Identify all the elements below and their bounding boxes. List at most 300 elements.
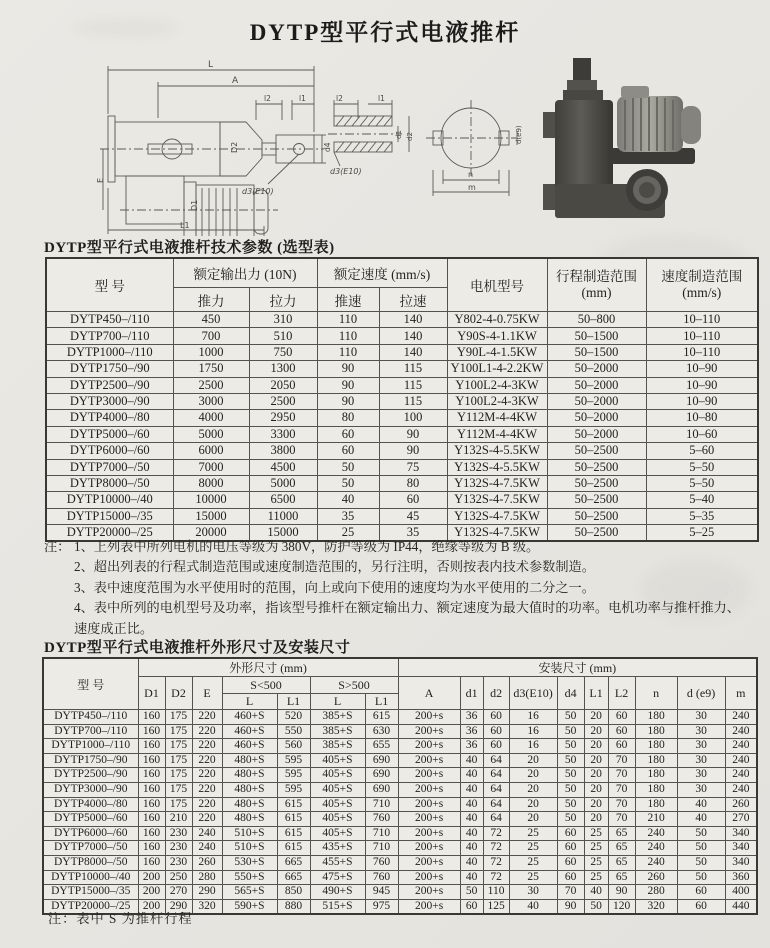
value-cell: 2500 bbox=[249, 393, 317, 409]
note-text-1: 1、上列表中所列电机的电压等级为 380V，防护等级为 IP44，绝缘等级为 B 级。 bbox=[74, 539, 540, 554]
col-E: E bbox=[192, 677, 222, 710]
value-cell: 65 bbox=[608, 855, 635, 870]
value-cell: 50–2000 bbox=[547, 426, 646, 442]
value-cell: 110 bbox=[317, 328, 379, 344]
value-cell: 50–2500 bbox=[547, 443, 646, 459]
dim-label-de9: d(e9) bbox=[515, 125, 523, 144]
dim-label-L: L bbox=[208, 60, 214, 70]
value-cell: 5000 bbox=[173, 426, 249, 442]
col-speed-range-unit: (mm/s) bbox=[682, 285, 722, 300]
value-cell: 40 bbox=[460, 768, 483, 783]
model-cell: DYTP10000–/40 bbox=[46, 492, 173, 508]
value-cell: 70 bbox=[557, 885, 584, 900]
dim-label-l1: l1 bbox=[299, 94, 306, 103]
value-cell: 50 bbox=[677, 826, 725, 841]
value-cell: 340 bbox=[725, 826, 757, 841]
value-cell: 160 bbox=[138, 855, 165, 870]
model-cell: DYTP8000–/50 bbox=[46, 475, 173, 491]
value-cell: Y802-4-0.75KW bbox=[447, 312, 547, 328]
value-cell: 240 bbox=[725, 710, 757, 725]
value-cell: 200+s bbox=[398, 724, 460, 739]
value-cell: 50–2500 bbox=[547, 475, 646, 491]
value-cell: 50–2500 bbox=[547, 492, 646, 508]
value-cell: 60 bbox=[379, 492, 447, 508]
col-model: 型 号 bbox=[43, 658, 138, 710]
value-cell: 975 bbox=[365, 899, 398, 914]
value-cell: 200+s bbox=[398, 899, 460, 914]
dim-label-L1: L1 bbox=[180, 221, 190, 230]
value-cell: 550+S bbox=[222, 870, 277, 885]
value-cell: 200+s bbox=[398, 768, 460, 783]
value-cell: 60 bbox=[608, 710, 635, 725]
value-cell: 20 bbox=[584, 768, 608, 783]
table-row bbox=[46, 410, 758, 426]
value-cell: 590+S bbox=[222, 899, 277, 914]
value-cell: 35 bbox=[379, 525, 447, 542]
value-cell: 175 bbox=[165, 768, 192, 783]
value-cell: 220 bbox=[192, 724, 222, 739]
value-cell: Y100L2-4-3KW bbox=[447, 393, 547, 409]
value-cell: Y112M-4-4KW bbox=[447, 426, 547, 442]
col-n: n bbox=[635, 677, 677, 710]
value-cell: 200 bbox=[138, 870, 165, 885]
value-cell: 70 bbox=[608, 753, 635, 768]
value-cell: 40 bbox=[677, 797, 725, 812]
value-cell: 40 bbox=[317, 492, 379, 508]
value-cell: 340 bbox=[725, 855, 757, 870]
value-cell: 15000 bbox=[173, 508, 249, 524]
value-cell: 25 bbox=[317, 525, 379, 542]
value-cell: 260 bbox=[192, 855, 222, 870]
value-cell: 50 bbox=[557, 739, 584, 754]
value-cell: 60 bbox=[483, 739, 509, 754]
value-cell: Y100L2-4-3KW bbox=[447, 377, 547, 393]
value-cell: 40 bbox=[460, 841, 483, 856]
table-row bbox=[46, 393, 758, 409]
value-cell: 490+S bbox=[310, 885, 365, 900]
value-cell: 2500 bbox=[173, 377, 249, 393]
value-cell: 240 bbox=[192, 826, 222, 841]
value-cell: 60 bbox=[557, 826, 584, 841]
value-cell: 200+s bbox=[398, 739, 460, 754]
value-cell: 200+s bbox=[398, 710, 460, 725]
value-cell: Y90L-4-1.5KW bbox=[447, 344, 547, 360]
value-cell: 595 bbox=[277, 753, 310, 768]
value-cell: 90 bbox=[608, 885, 635, 900]
value-cell: Y132S-4-7.5KW bbox=[447, 475, 547, 491]
value-cell: 710 bbox=[365, 797, 398, 812]
value-cell: 175 bbox=[165, 753, 192, 768]
value-cell: 405+S bbox=[310, 782, 365, 797]
value-cell: 90 bbox=[379, 426, 447, 442]
table-row bbox=[43, 841, 757, 856]
value-cell: 210 bbox=[635, 812, 677, 827]
page-title: DYTP型平行式电液推杆 bbox=[249, 20, 521, 45]
value-cell: 220 bbox=[192, 812, 222, 827]
note-text-3: 3、表中速度范围为水平使用时的范围，向上或向下使用的速度均为水平使用的二分之一。 bbox=[74, 579, 595, 595]
value-cell: 240 bbox=[725, 724, 757, 739]
spec-header-row-1 bbox=[46, 258, 758, 288]
dim-label-D2: D2 bbox=[230, 141, 239, 153]
col-A: A bbox=[398, 677, 460, 710]
value-cell: 240 bbox=[725, 768, 757, 783]
value-cell: 50 bbox=[677, 841, 725, 856]
value-cell: 65 bbox=[608, 841, 635, 856]
value-cell: 595 bbox=[277, 768, 310, 783]
value-cell: 3800 bbox=[249, 443, 317, 459]
value-cell: 50–2500 bbox=[547, 525, 646, 542]
value-cell: 565+S bbox=[222, 885, 277, 900]
value-cell: 110 bbox=[317, 312, 379, 328]
table-row bbox=[46, 328, 758, 344]
table-row bbox=[46, 377, 758, 393]
value-cell: 220 bbox=[192, 797, 222, 812]
value-cell: 615 bbox=[277, 812, 310, 827]
value-cell: 50 bbox=[677, 870, 725, 885]
value-cell: Y100L1-4-2.2KW bbox=[447, 361, 547, 377]
col-L2: L2 bbox=[608, 677, 635, 710]
table-row bbox=[43, 812, 757, 827]
value-cell: 40 bbox=[460, 826, 483, 841]
value-cell: 760 bbox=[365, 812, 398, 827]
value-cell: 220 bbox=[192, 739, 222, 754]
value-cell: 230 bbox=[165, 826, 192, 841]
value-cell: 10–110 bbox=[646, 328, 758, 344]
value-cell: 64 bbox=[483, 768, 509, 783]
value-cell: 200+s bbox=[398, 855, 460, 870]
value-cell: 35 bbox=[317, 508, 379, 524]
model-cell: DYTP8000–/50 bbox=[43, 855, 138, 870]
model-cell: DYTP6000–/60 bbox=[43, 826, 138, 841]
value-cell: 385+S bbox=[310, 739, 365, 754]
value-cell: 480+S bbox=[222, 753, 277, 768]
value-cell: 3000 bbox=[173, 393, 249, 409]
value-cell: 72 bbox=[483, 855, 509, 870]
value-cell: 15000 bbox=[249, 525, 317, 542]
value-cell: 515+S bbox=[310, 899, 365, 914]
value-cell: 25 bbox=[584, 870, 608, 885]
value-cell: 5–40 bbox=[646, 492, 758, 508]
model-cell: DYTP5000–/60 bbox=[46, 426, 173, 442]
value-cell: 180 bbox=[635, 710, 677, 725]
value-cell: 11000 bbox=[249, 508, 317, 524]
value-cell: 480+S bbox=[222, 768, 277, 783]
value-cell: 2050 bbox=[249, 377, 317, 393]
value-cell: 270 bbox=[165, 885, 192, 900]
value-cell: 10000 bbox=[173, 492, 249, 508]
value-cell: 50 bbox=[557, 782, 584, 797]
value-cell: 10–60 bbox=[646, 426, 758, 442]
col-D1: D1 bbox=[138, 677, 165, 710]
notes-prefix: 注： bbox=[44, 539, 71, 554]
value-cell: 200+s bbox=[398, 841, 460, 856]
value-cell: 220 bbox=[192, 753, 222, 768]
value-cell: 7000 bbox=[173, 459, 249, 475]
value-cell: 175 bbox=[165, 782, 192, 797]
value-cell: 160 bbox=[138, 768, 165, 783]
model-cell: DYTP7000–/50 bbox=[46, 459, 173, 475]
col-motor: 电机型号 bbox=[447, 258, 547, 312]
value-cell: 175 bbox=[165, 739, 192, 754]
value-cell: Y132S-4-7.5KW bbox=[447, 525, 547, 542]
model-cell: DYTP7000–/50 bbox=[43, 841, 138, 856]
table-row bbox=[46, 492, 758, 508]
value-cell: 6000 bbox=[173, 443, 249, 459]
value-cell: 6500 bbox=[249, 492, 317, 508]
table-row bbox=[43, 768, 757, 783]
table-row bbox=[43, 724, 757, 739]
value-cell: 655 bbox=[365, 739, 398, 754]
value-cell: 80 bbox=[379, 475, 447, 491]
model-cell: DYTP700–/110 bbox=[46, 328, 173, 344]
value-cell: 50–2000 bbox=[547, 393, 646, 409]
col-s-gt-500: S>500 bbox=[310, 677, 398, 694]
dim-label-m: m bbox=[468, 183, 476, 192]
value-cell: 630 bbox=[365, 724, 398, 739]
value-cell: 160 bbox=[138, 710, 165, 725]
note-item bbox=[44, 578, 750, 598]
value-cell: 5–50 bbox=[646, 459, 758, 475]
value-cell: 220 bbox=[192, 782, 222, 797]
value-cell: Y90S-4-1.1KW bbox=[447, 328, 547, 344]
value-cell: 40 bbox=[460, 797, 483, 812]
value-cell: 16 bbox=[509, 739, 557, 754]
technical-drawing bbox=[96, 58, 536, 236]
value-cell: 50 bbox=[557, 768, 584, 783]
table-row bbox=[43, 855, 757, 870]
col-speed-range bbox=[646, 258, 758, 312]
note-text-4: 4、表中所列的电机型号及功率，指该型号推杆在额定输出力、额定速度为最大值时的功率。电机功率与推杆推力、速度成正比。 bbox=[74, 600, 740, 636]
value-cell: 140 bbox=[379, 344, 447, 360]
value-cell: 665 bbox=[277, 870, 310, 885]
model-cell: DYTP15000–/35 bbox=[46, 508, 173, 524]
value-cell: 20 bbox=[584, 739, 608, 754]
value-cell: 320 bbox=[635, 899, 677, 914]
value-cell: 72 bbox=[483, 870, 509, 885]
value-cell: 220 bbox=[192, 768, 222, 783]
model-cell: DYTP20000–/25 bbox=[46, 525, 173, 542]
value-cell: 50 bbox=[677, 855, 725, 870]
value-cell: 595 bbox=[277, 782, 310, 797]
col-model: 型 号 bbox=[46, 258, 173, 312]
note-text-2: 2、超出列表的行程式制造范围或速度制造范围的，另行注明，否则按表内技术参数制造。 bbox=[74, 559, 595, 575]
table-row bbox=[46, 426, 758, 442]
value-cell: 50–1500 bbox=[547, 344, 646, 360]
value-cell: 90 bbox=[557, 899, 584, 914]
value-cell: 20000 bbox=[173, 525, 249, 542]
dim-label-l1-detail: l1 bbox=[378, 94, 385, 103]
value-cell: 60 bbox=[483, 710, 509, 725]
note-item bbox=[44, 598, 750, 639]
value-cell: 60 bbox=[608, 739, 635, 754]
value-cell: 115 bbox=[379, 393, 447, 409]
col-stroke-range bbox=[547, 258, 646, 312]
table-row bbox=[43, 710, 757, 725]
value-cell: 40 bbox=[460, 855, 483, 870]
value-cell: 50–2500 bbox=[547, 459, 646, 475]
spec-table bbox=[45, 257, 759, 542]
value-cell: 8000 bbox=[173, 475, 249, 491]
spec-table-title: DYTP型平行式电液推杆技术参数 (选型表) bbox=[44, 240, 335, 256]
value-cell: 180 bbox=[635, 739, 677, 754]
value-cell: 110 bbox=[483, 885, 509, 900]
value-cell: 20 bbox=[584, 753, 608, 768]
value-cell: 60 bbox=[317, 426, 379, 442]
value-cell: 405+S bbox=[310, 753, 365, 768]
model-cell: DYTP4000–/80 bbox=[46, 410, 173, 426]
value-cell: 510+S bbox=[222, 841, 277, 856]
value-cell: 10–90 bbox=[646, 377, 758, 393]
dim-label-l2-detail: l2 bbox=[336, 94, 343, 103]
model-cell: DYTP450–/110 bbox=[43, 710, 138, 725]
value-cell: 30 bbox=[677, 739, 725, 754]
value-cell: 16 bbox=[509, 710, 557, 725]
model-cell: DYTP450–/110 bbox=[46, 312, 173, 328]
value-cell: 405+S bbox=[310, 826, 365, 841]
dim-label-d1: d1 bbox=[395, 130, 403, 139]
value-cell: 455+S bbox=[310, 855, 365, 870]
value-cell: 450 bbox=[173, 312, 249, 328]
value-cell: 400 bbox=[725, 885, 757, 900]
value-cell: 50 bbox=[557, 753, 584, 768]
table-row bbox=[46, 312, 758, 328]
value-cell: 260 bbox=[635, 870, 677, 885]
value-cell: 270 bbox=[725, 812, 757, 827]
value-cell: 90 bbox=[317, 393, 379, 409]
value-cell: 60 bbox=[677, 885, 725, 900]
value-cell: 64 bbox=[483, 753, 509, 768]
value-cell: 75 bbox=[379, 459, 447, 475]
value-cell: 1000 bbox=[173, 344, 249, 360]
col-push-force: 推力 bbox=[173, 288, 249, 312]
value-cell: 260 bbox=[725, 797, 757, 812]
table-row bbox=[46, 361, 758, 377]
col-speed-range-label: 速度制造范围 bbox=[661, 269, 743, 285]
value-cell: 760 bbox=[365, 855, 398, 870]
table-row bbox=[43, 885, 757, 900]
table-row bbox=[43, 870, 757, 885]
value-cell: 5–60 bbox=[646, 443, 758, 459]
value-cell: 160 bbox=[138, 753, 165, 768]
value-cell: 25 bbox=[584, 841, 608, 856]
value-cell: 290 bbox=[165, 899, 192, 914]
col-push-speed: 推速 bbox=[317, 288, 379, 312]
value-cell: 36 bbox=[460, 724, 483, 739]
note-item bbox=[44, 557, 750, 577]
value-cell: 20 bbox=[584, 782, 608, 797]
col-pull-force: 拉力 bbox=[249, 288, 317, 312]
value-cell: 110 bbox=[317, 344, 379, 360]
col-s-lt-500: S<500 bbox=[222, 677, 310, 694]
value-cell: 20 bbox=[584, 724, 608, 739]
value-cell: 30 bbox=[677, 724, 725, 739]
value-cell: 20 bbox=[584, 797, 608, 812]
value-cell: 530+S bbox=[222, 855, 277, 870]
value-cell: 175 bbox=[165, 797, 192, 812]
model-cell: DYTP1750–/90 bbox=[43, 753, 138, 768]
value-cell: 710 bbox=[365, 841, 398, 856]
value-cell: 100 bbox=[379, 410, 447, 426]
value-cell: 45 bbox=[379, 508, 447, 524]
value-cell: 175 bbox=[165, 724, 192, 739]
dim-header-row-2 bbox=[43, 677, 757, 694]
value-cell: 520 bbox=[277, 710, 310, 725]
model-cell: DYTP10000–/40 bbox=[43, 870, 138, 885]
value-cell: 50–2000 bbox=[547, 377, 646, 393]
value-cell: 200+s bbox=[398, 826, 460, 841]
value-cell: 945 bbox=[365, 885, 398, 900]
model-cell: DYTP6000–/60 bbox=[46, 443, 173, 459]
value-cell: 405+S bbox=[310, 812, 365, 827]
value-cell: 290 bbox=[192, 885, 222, 900]
value-cell: 220 bbox=[192, 710, 222, 725]
value-cell: 710 bbox=[365, 826, 398, 841]
value-cell: 125 bbox=[483, 899, 509, 914]
model-cell: DYTP1000–/110 bbox=[43, 739, 138, 754]
col-m: m bbox=[725, 677, 757, 710]
value-cell: 200+s bbox=[398, 753, 460, 768]
value-cell: 750 bbox=[249, 344, 317, 360]
value-cell: 4500 bbox=[249, 459, 317, 475]
value-cell: 200+s bbox=[398, 812, 460, 827]
value-cell: 510+S bbox=[222, 826, 277, 841]
col-L-lt: L bbox=[222, 694, 277, 710]
value-cell: 20 bbox=[509, 797, 557, 812]
value-cell: 120 bbox=[608, 899, 635, 914]
value-cell: 320 bbox=[192, 899, 222, 914]
value-cell: 36 bbox=[460, 739, 483, 754]
value-cell: 40 bbox=[584, 885, 608, 900]
value-cell: 25 bbox=[509, 870, 557, 885]
col-d4: d4 bbox=[557, 677, 584, 710]
value-cell: 615 bbox=[277, 841, 310, 856]
value-cell: 690 bbox=[365, 753, 398, 768]
value-cell: 20 bbox=[509, 753, 557, 768]
value-cell: 30 bbox=[677, 753, 725, 768]
value-cell: 4000 bbox=[173, 410, 249, 426]
value-cell: 50 bbox=[557, 797, 584, 812]
value-cell: 180 bbox=[635, 768, 677, 783]
value-cell: 1300 bbox=[249, 361, 317, 377]
value-cell: 240 bbox=[635, 841, 677, 856]
table-row bbox=[46, 344, 758, 360]
value-cell: Y132S-4-7.5KW bbox=[447, 508, 547, 524]
value-cell: 200 bbox=[138, 899, 165, 914]
value-cell: 50–1500 bbox=[547, 328, 646, 344]
value-cell: 240 bbox=[725, 782, 757, 797]
col-stroke-range-label: 行程制造范围 bbox=[556, 269, 637, 285]
col-d3E10: d3(E10) bbox=[509, 677, 557, 710]
col-stroke-range-unit: (mm) bbox=[581, 285, 612, 300]
value-cell: 460+S bbox=[222, 739, 277, 754]
value-cell: 65 bbox=[608, 826, 635, 841]
value-cell: 20 bbox=[509, 812, 557, 827]
value-cell: 40 bbox=[677, 812, 725, 827]
col-L1: L1 bbox=[584, 677, 608, 710]
value-cell: 615 bbox=[277, 797, 310, 812]
value-cell: 50 bbox=[317, 475, 379, 491]
value-cell: 200+s bbox=[398, 797, 460, 812]
value-cell: 340 bbox=[725, 841, 757, 856]
value-cell: 20 bbox=[509, 768, 557, 783]
value-cell: 180 bbox=[635, 753, 677, 768]
table-row bbox=[46, 475, 758, 491]
value-cell: 70 bbox=[608, 782, 635, 797]
value-cell: 50 bbox=[460, 885, 483, 900]
value-cell: 64 bbox=[483, 797, 509, 812]
value-cell: 200+s bbox=[398, 885, 460, 900]
col-d2: d2 bbox=[483, 677, 509, 710]
